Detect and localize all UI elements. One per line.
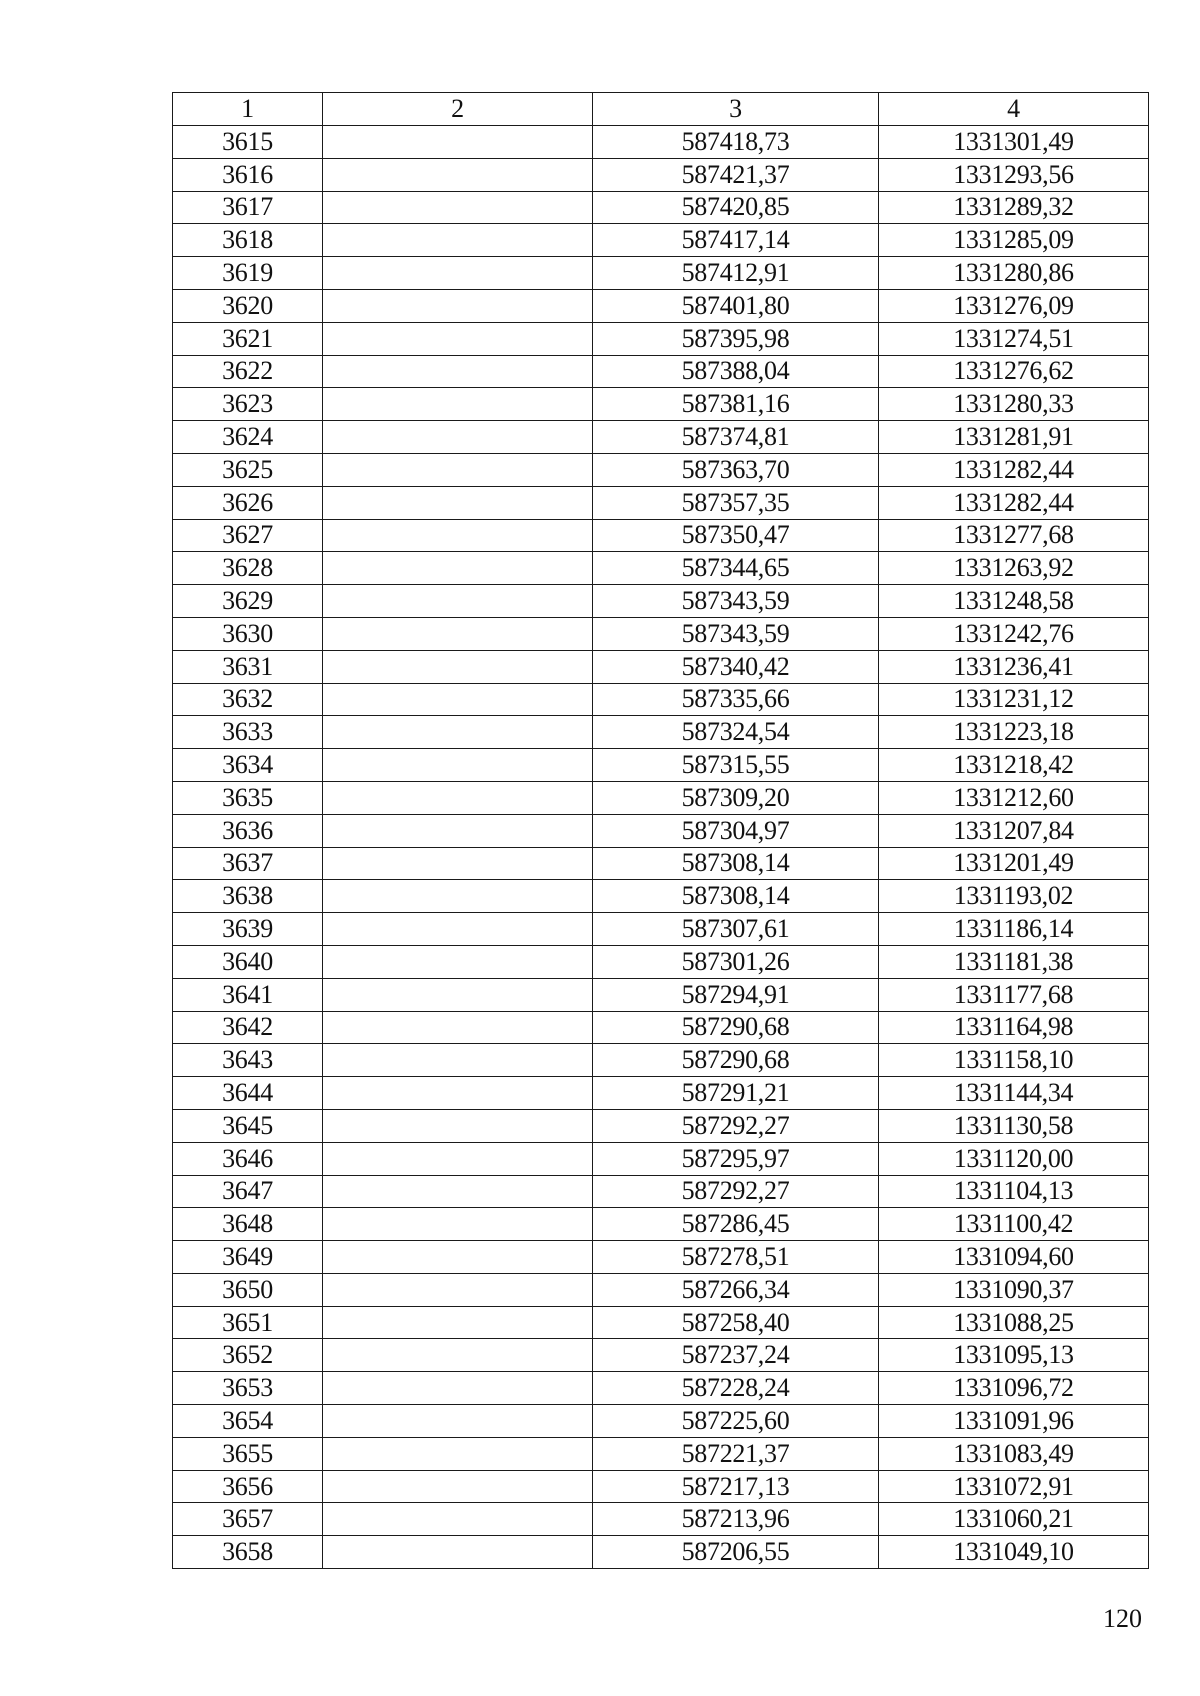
y-coordinate-cell: 1331158,10 (879, 1044, 1149, 1077)
x-coordinate-cell: 587421,37 (593, 158, 879, 191)
x-coordinate-cell: 587237,24 (593, 1339, 879, 1372)
y-coordinate-cell: 1331276,09 (879, 289, 1149, 322)
table-row (173, 453, 1149, 486)
y-coordinate-cell: 1331095,13 (879, 1339, 1149, 1372)
description-cell (323, 1142, 593, 1175)
point-number-cell: 3655 (173, 1437, 323, 1470)
y-coordinate-cell: 1331207,84 (879, 814, 1149, 847)
table-row (173, 355, 1149, 388)
description-cell (323, 322, 593, 355)
description-cell (323, 978, 593, 1011)
x-coordinate-cell: 587286,45 (593, 1208, 879, 1241)
point-number-cell: 3620 (173, 289, 323, 322)
point-number-cell: 3636 (173, 814, 323, 847)
y-coordinate-cell: 1331293,56 (879, 158, 1149, 191)
description-cell (323, 716, 593, 749)
y-coordinate-cell: 1331096,72 (879, 1372, 1149, 1405)
description-cell (323, 421, 593, 454)
x-coordinate-cell: 587357,35 (593, 486, 879, 519)
x-coordinate-cell: 587307,61 (593, 913, 879, 946)
y-coordinate-cell: 1331144,34 (879, 1077, 1149, 1110)
description-cell (323, 257, 593, 290)
table-row (173, 1339, 1149, 1372)
description-cell (323, 1208, 593, 1241)
table-row (173, 289, 1149, 322)
y-coordinate-cell: 1331276,62 (879, 355, 1149, 388)
description-cell (323, 913, 593, 946)
description-cell (323, 1241, 593, 1274)
table-row (173, 257, 1149, 290)
point-number-cell: 3644 (173, 1077, 323, 1110)
point-number-cell: 3643 (173, 1044, 323, 1077)
point-number-cell: 3616 (173, 158, 323, 191)
x-coordinate-cell: 587343,59 (593, 585, 879, 618)
y-coordinate-cell: 1331193,02 (879, 880, 1149, 913)
description-cell (323, 781, 593, 814)
point-number-cell: 3642 (173, 1011, 323, 1044)
y-coordinate-cell: 1331083,49 (879, 1437, 1149, 1470)
description-cell (323, 126, 593, 159)
table-row (173, 814, 1149, 847)
point-number-cell: 3648 (173, 1208, 323, 1241)
point-number-cell: 3625 (173, 453, 323, 486)
point-number-cell: 3641 (173, 978, 323, 1011)
y-coordinate-cell: 1331218,42 (879, 749, 1149, 782)
table-header (173, 93, 1149, 126)
x-coordinate-cell: 587206,55 (593, 1536, 879, 1569)
point-number-cell: 3645 (173, 1109, 323, 1142)
x-coordinate-cell: 587363,70 (593, 453, 879, 486)
description-cell (323, 1405, 593, 1438)
point-number-cell: 3632 (173, 683, 323, 716)
description-cell (323, 1109, 593, 1142)
point-number-cell: 3638 (173, 880, 323, 913)
y-coordinate-cell: 1331164,98 (879, 1011, 1149, 1044)
table-row (173, 224, 1149, 257)
description-cell (323, 552, 593, 585)
x-coordinate-cell: 587225,60 (593, 1405, 879, 1438)
y-coordinate-cell: 1331177,68 (879, 978, 1149, 1011)
description-cell (323, 158, 593, 191)
x-coordinate-cell: 587335,66 (593, 683, 879, 716)
header-cell-4: 4 (879, 93, 1149, 126)
x-coordinate-cell: 587308,14 (593, 847, 879, 880)
y-coordinate-cell: 1331120,00 (879, 1142, 1149, 1175)
y-coordinate-cell: 1331090,37 (879, 1273, 1149, 1306)
y-coordinate-cell: 1331212,60 (879, 781, 1149, 814)
y-coordinate-cell: 1331280,33 (879, 388, 1149, 421)
y-coordinate-cell: 1331091,96 (879, 1405, 1149, 1438)
point-number-cell: 3633 (173, 716, 323, 749)
point-number-cell: 3657 (173, 1503, 323, 1536)
y-coordinate-cell: 1331280,86 (879, 257, 1149, 290)
x-coordinate-cell: 587292,27 (593, 1109, 879, 1142)
table-row (173, 1405, 1149, 1438)
description-cell (323, 355, 593, 388)
y-coordinate-cell: 1331277,68 (879, 519, 1149, 552)
table-row (173, 650, 1149, 683)
table-row (173, 781, 1149, 814)
y-coordinate-cell: 1331281,91 (879, 421, 1149, 454)
coordinates-table (172, 92, 1149, 1569)
table-row (173, 388, 1149, 421)
y-coordinate-cell: 1331130,58 (879, 1109, 1149, 1142)
table-row (173, 1306, 1149, 1339)
y-coordinate-cell: 1331072,91 (879, 1470, 1149, 1503)
description-cell (323, 1175, 593, 1208)
point-number-cell: 3653 (173, 1372, 323, 1405)
description-cell (323, 1372, 593, 1405)
y-coordinate-cell: 1331242,76 (879, 617, 1149, 650)
point-number-cell: 3619 (173, 257, 323, 290)
y-coordinate-cell: 1331236,41 (879, 650, 1149, 683)
x-coordinate-cell: 587374,81 (593, 421, 879, 454)
y-coordinate-cell: 1331186,14 (879, 913, 1149, 946)
table-row (173, 552, 1149, 585)
description-cell (323, 945, 593, 978)
point-number-cell: 3626 (173, 486, 323, 519)
description-cell (323, 847, 593, 880)
x-coordinate-cell: 587412,91 (593, 257, 879, 290)
description-cell (323, 1503, 593, 1536)
page-number: 120 (1103, 1604, 1142, 1633)
y-coordinate-cell: 1331100,42 (879, 1208, 1149, 1241)
x-coordinate-cell: 587343,59 (593, 617, 879, 650)
description-cell (323, 289, 593, 322)
table-row (173, 1175, 1149, 1208)
y-coordinate-cell: 1331282,44 (879, 486, 1149, 519)
table-row (173, 486, 1149, 519)
description-cell (323, 486, 593, 519)
table-row (173, 421, 1149, 454)
x-coordinate-cell: 587315,55 (593, 749, 879, 782)
y-coordinate-cell: 1331223,18 (879, 716, 1149, 749)
description-cell (323, 1273, 593, 1306)
x-coordinate-cell: 587258,40 (593, 1306, 879, 1339)
y-coordinate-cell: 1331282,44 (879, 453, 1149, 486)
table-row (173, 1273, 1149, 1306)
point-number-cell: 3630 (173, 617, 323, 650)
description-cell (323, 617, 593, 650)
description-cell (323, 1339, 593, 1372)
table-row (173, 585, 1149, 618)
y-coordinate-cell: 1331289,32 (879, 191, 1149, 224)
point-number-cell: 3624 (173, 421, 323, 454)
description-cell (323, 1077, 593, 1110)
x-coordinate-cell: 587228,24 (593, 1372, 879, 1405)
point-number-cell: 3627 (173, 519, 323, 552)
table-row (173, 322, 1149, 355)
point-number-cell: 3634 (173, 749, 323, 782)
x-coordinate-cell: 587340,42 (593, 650, 879, 683)
x-coordinate-cell: 587278,51 (593, 1241, 879, 1274)
header-cell-2: 2 (323, 93, 593, 126)
description-cell (323, 749, 593, 782)
point-number-cell: 3628 (173, 552, 323, 585)
description-cell (323, 585, 593, 618)
x-coordinate-cell: 587294,91 (593, 978, 879, 1011)
y-coordinate-cell: 1331231,12 (879, 683, 1149, 716)
point-number-cell: 3654 (173, 1405, 323, 1438)
table-row (173, 158, 1149, 191)
y-coordinate-cell: 1331104,13 (879, 1175, 1149, 1208)
description-cell (323, 1011, 593, 1044)
x-coordinate-cell: 587417,14 (593, 224, 879, 257)
table-row (173, 1142, 1149, 1175)
point-number-cell: 3623 (173, 388, 323, 421)
x-coordinate-cell: 587418,73 (593, 126, 879, 159)
header-cell-3: 3 (593, 93, 879, 126)
x-coordinate-cell: 587292,27 (593, 1175, 879, 1208)
x-coordinate-cell: 587420,85 (593, 191, 879, 224)
point-number-cell: 3637 (173, 847, 323, 880)
y-coordinate-cell: 1331088,25 (879, 1306, 1149, 1339)
table-row (173, 1208, 1149, 1241)
point-number-cell: 3635 (173, 781, 323, 814)
point-number-cell: 3631 (173, 650, 323, 683)
x-coordinate-cell: 587290,68 (593, 1011, 879, 1044)
table-row (173, 913, 1149, 946)
description-cell (323, 1470, 593, 1503)
table-row (173, 1011, 1149, 1044)
x-coordinate-cell: 587324,54 (593, 716, 879, 749)
table-row (173, 1536, 1149, 1569)
point-number-cell: 3651 (173, 1306, 323, 1339)
y-coordinate-cell: 1331301,49 (879, 126, 1149, 159)
table-row (173, 1077, 1149, 1110)
header-cell-1: 1 (173, 93, 323, 126)
x-coordinate-cell: 587295,97 (593, 1142, 879, 1175)
x-coordinate-cell: 587290,68 (593, 1044, 879, 1077)
x-coordinate-cell: 587266,34 (593, 1273, 879, 1306)
point-number-cell: 3656 (173, 1470, 323, 1503)
table-row (173, 1470, 1149, 1503)
x-coordinate-cell: 587301,26 (593, 945, 879, 978)
point-number-cell: 3652 (173, 1339, 323, 1372)
table-row (173, 1372, 1149, 1405)
x-coordinate-cell: 587381,16 (593, 388, 879, 421)
description-cell (323, 519, 593, 552)
x-coordinate-cell: 587308,14 (593, 880, 879, 913)
table-row (173, 191, 1149, 224)
point-number-cell: 3629 (173, 585, 323, 618)
y-coordinate-cell: 1331181,38 (879, 945, 1149, 978)
point-number-cell: 3649 (173, 1241, 323, 1274)
y-coordinate-cell: 1331248,58 (879, 585, 1149, 618)
description-cell (323, 1306, 593, 1339)
description-cell (323, 388, 593, 421)
point-number-cell: 3640 (173, 945, 323, 978)
x-coordinate-cell: 587304,97 (593, 814, 879, 847)
point-number-cell: 3658 (173, 1536, 323, 1569)
y-coordinate-cell: 1331094,60 (879, 1241, 1149, 1274)
table-row (173, 519, 1149, 552)
y-coordinate-cell: 1331049,10 (879, 1536, 1149, 1569)
x-coordinate-cell: 587395,98 (593, 322, 879, 355)
x-coordinate-cell: 587388,04 (593, 355, 879, 388)
point-number-cell: 3646 (173, 1142, 323, 1175)
table-body (173, 126, 1149, 1569)
table-row (173, 1044, 1149, 1077)
table-row (173, 1241, 1149, 1274)
description-cell (323, 650, 593, 683)
point-number-cell: 3618 (173, 224, 323, 257)
table-row (173, 1109, 1149, 1142)
table-row (173, 716, 1149, 749)
description-cell (323, 814, 593, 847)
table-row (173, 978, 1149, 1011)
table-row (173, 126, 1149, 159)
x-coordinate-cell: 587309,20 (593, 781, 879, 814)
table-row (173, 1437, 1149, 1470)
point-number-cell: 3639 (173, 913, 323, 946)
table-row (173, 683, 1149, 716)
y-coordinate-cell: 1331060,21 (879, 1503, 1149, 1536)
x-coordinate-cell: 587291,21 (593, 1077, 879, 1110)
x-coordinate-cell: 587213,96 (593, 1503, 879, 1536)
description-cell (323, 1437, 593, 1470)
table-row (173, 1503, 1149, 1536)
table-row (173, 945, 1149, 978)
point-number-cell: 3615 (173, 126, 323, 159)
y-coordinate-cell: 1331274,51 (879, 322, 1149, 355)
point-number-cell: 3622 (173, 355, 323, 388)
description-cell (323, 880, 593, 913)
table-row (173, 880, 1149, 913)
x-coordinate-cell: 587350,47 (593, 519, 879, 552)
y-coordinate-cell: 1331263,92 (879, 552, 1149, 585)
point-number-cell: 3621 (173, 322, 323, 355)
description-cell (323, 224, 593, 257)
description-cell (323, 453, 593, 486)
x-coordinate-cell: 587217,13 (593, 1470, 879, 1503)
description-cell (323, 683, 593, 716)
point-number-cell: 3617 (173, 191, 323, 224)
table-row (173, 617, 1149, 650)
point-number-cell: 3647 (173, 1175, 323, 1208)
header-row (173, 93, 1149, 126)
x-coordinate-cell: 587401,80 (593, 289, 879, 322)
table-row (173, 847, 1149, 880)
x-coordinate-cell: 587221,37 (593, 1437, 879, 1470)
y-coordinate-cell: 1331285,09 (879, 224, 1149, 257)
x-coordinate-cell: 587344,65 (593, 552, 879, 585)
point-number-cell: 3650 (173, 1273, 323, 1306)
description-cell (323, 1044, 593, 1077)
description-cell (323, 191, 593, 224)
description-cell (323, 1536, 593, 1569)
table-row (173, 749, 1149, 782)
y-coordinate-cell: 1331201,49 (879, 847, 1149, 880)
